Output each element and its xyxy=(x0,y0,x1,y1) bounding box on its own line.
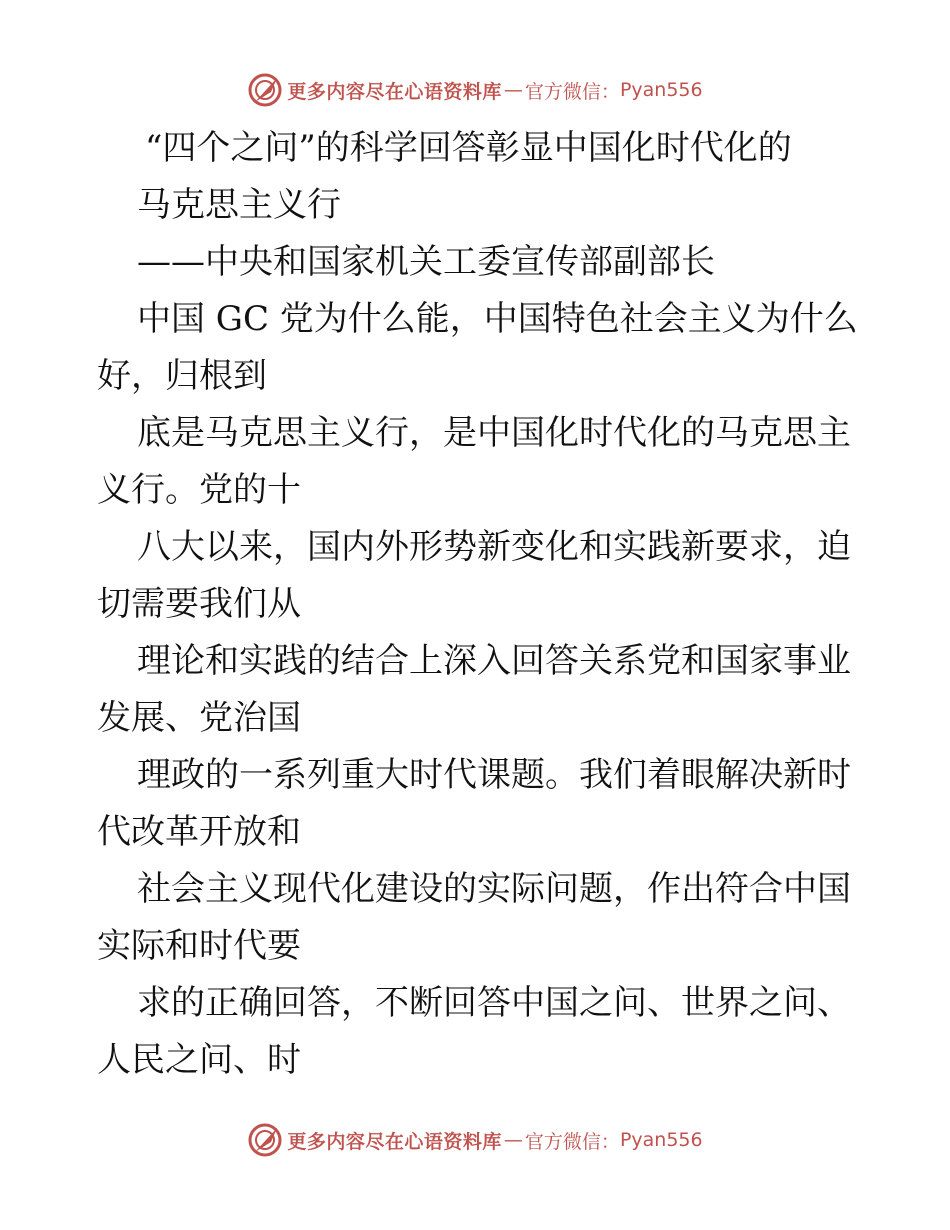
doc-text-line: 社会主义现代化建设的实际问题，作出符合中国 xyxy=(137,869,851,909)
quill-logo-icon xyxy=(247,1122,283,1158)
footer-banner xyxy=(0,1120,950,1160)
document-body xyxy=(97,120,857,1089)
doc-text-line: 中国 GC 党为什么能，中国特色社会主义为什么 xyxy=(137,299,858,339)
doc-text-line: 代改革开放和 xyxy=(97,812,301,852)
banner-contact-label: 官方微信： xyxy=(524,1130,620,1153)
doc-text-line: 理政的一系列重大时代课题。我们着眼解决新时 xyxy=(137,755,851,795)
doc-title-line-2: 马克思主义行 xyxy=(137,185,341,225)
doc-text-line: 八大以来，国内外形势新变化和实践新要求，迫 xyxy=(137,527,851,567)
banner-separator: — xyxy=(503,1129,523,1151)
doc-text-line: 底是马克思主义行，是中国化时代化的马克思主 xyxy=(137,413,851,453)
banner-tagline: 更多内容尽在心语资料库 xyxy=(287,1130,502,1153)
doc-text-line: 义行。党的十 xyxy=(97,470,301,510)
banner-tagline: 更多内容尽在心语资料库 xyxy=(287,80,502,103)
doc-byline: ——中央和国家机关工委宣传部副部长 xyxy=(137,242,715,282)
doc-text-line: 发展、党治国 xyxy=(97,698,301,738)
doc-title-line-1: “四个之问”的科学回答彰显中国化时代化的 xyxy=(145,128,792,168)
doc-paragraph xyxy=(97,291,857,1089)
banner-contact-id: Pyan556 xyxy=(619,1129,703,1151)
quill-logo-icon xyxy=(247,72,283,108)
doc-text-line: 好，归根到 xyxy=(97,356,267,396)
doc-text-line: 人民之问、时 xyxy=(97,1040,301,1080)
doc-text-line: 实际和时代要 xyxy=(97,926,301,966)
banner-separator: — xyxy=(503,79,523,101)
doc-text-line: 理论和实践的结合上深入回答关系党和国家事业 xyxy=(137,641,851,681)
banner-contact-id: Pyan556 xyxy=(619,79,703,101)
header-banner xyxy=(0,70,950,110)
doc-text-line: 求的正确回答，不断回答中国之问、世界之问、 xyxy=(137,983,851,1023)
doc-text-line: 切需要我们从 xyxy=(97,584,301,624)
banner-contact-label: 官方微信： xyxy=(524,80,620,103)
